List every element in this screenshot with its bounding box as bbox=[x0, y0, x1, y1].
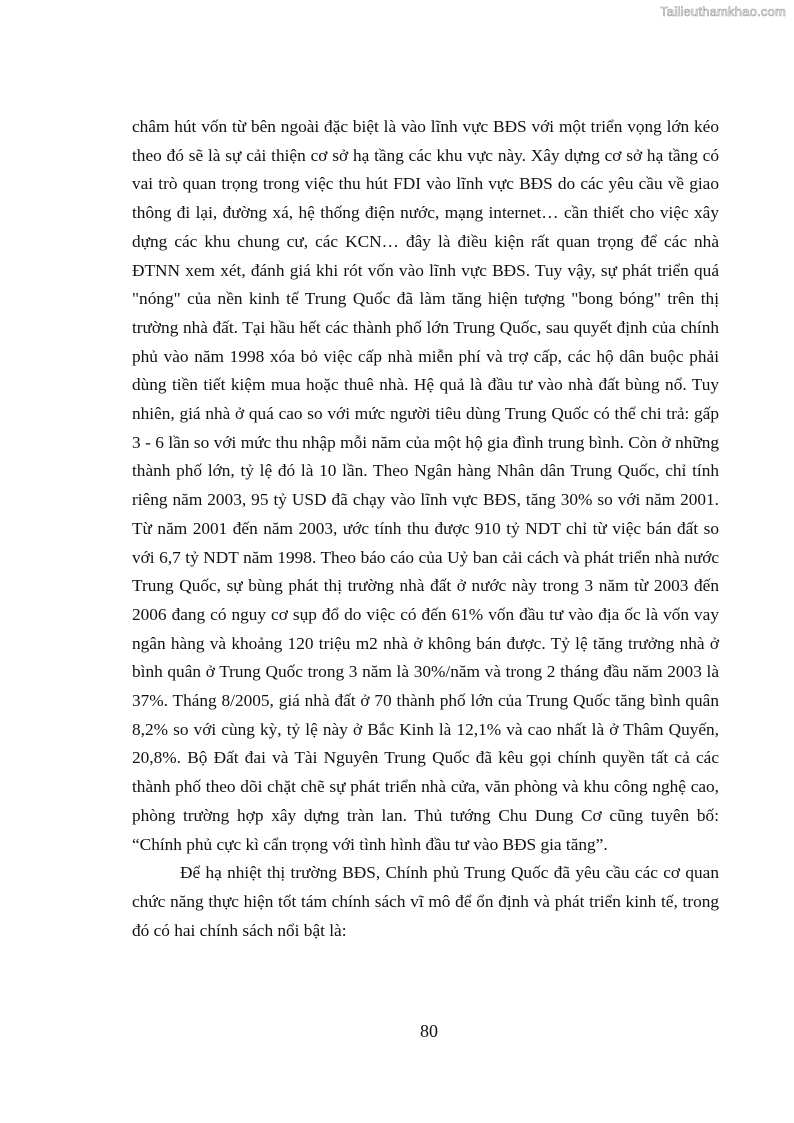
page-number: 80 bbox=[420, 1021, 438, 1041]
paragraph-2: Để hạ nhiệt thị trường BĐS, Chính phủ Trung Quốc đã yêu cầu các cơ quan chức năng thực hiện tốt tám chính sách vĩ mô để ổn định và phát triển kinh tế, trong đó có hai chính sách nổi bật là: bbox=[132, 863, 719, 940]
document-body bbox=[132, 113, 719, 945]
paragraph-1: châm hút vốn từ bên ngoài đặc biệt là vào lĩnh vực BĐS với một triển vọng lớn kéo theo đó sẽ là sự cải thiện cơ sở hạ tầng các khu vực này. Xây dựng cơ sở hạ tầng có vai trò quan trọng trong việc thu hút FDI vào lĩnh vực BĐS do các yêu cầu về giao thông đi lại, đường xá, hệ thống điện nước, mạng internet… cần thiết cho việc xây dựng các khu chung cư, các KCN… đây là điều kiện rất quan trọng để các nhà ĐTNN xem xét, đánh giá khi rót vốn vào lĩnh vực BĐS. Tuy vậy, sự phát triển quá "nóng" của nền kinh tế Trung Quốc đã làm tăng hiện tượng "bong bóng" trên thị trường nhà đất. Tại hầu hết các thành phố lớn Trung Quốc, sau quyết định của chính phủ vào năm 1998 xóa bỏ việc cấp nhà miễn phí và trợ cấp, các hộ dân buộc phải dùng tiền tiết kiệm mua hoặc thuê nhà. Hệ quả là đầu tư vào nhà đất bùng nổ. Tuy nhiên, giá nhà ở quá cao so với mức người tiêu dùng Trung Quốc có thể chi trả: gấp 3 - 6 lần so với mức thu nhập mỗi năm của một hộ gia đình trung bình. Còn ở những thành phố lớn, tỷ lệ đó là 10 lần. Theo Ngân hàng Nhân dân Trung Quốc, chỉ tính riêng năm 2003, 95 tỷ USD đã chạy vào lĩnh vực BĐS, tăng 30% so với năm 2001. Từ năm 2001 đến năm 2003, ước tính thu được 910 tỷ NDT chỉ từ việc bán đất so với 6,7 tỷ NDT năm 1998. Theo báo cáo của Uỷ ban cải cách và phát triển nhà nước Trung Quốc, sự bùng phát thị trường nhà đất ở nước này trong 3 năm từ 2003 đến 2006 đang có nguy cơ sụp đổ do việc có đến 61% vốn đầu tư vào địa ốc là vốn vay ngân hàng và khoảng 120 triệu m2 nhà ở không bán được. Tỷ lệ tăng trưởng nhà ở bình quân ở Trung Quốc trong 3 năm là 30%/năm và trong 2 tháng đầu năm 2003 là 37%. Tháng 8/2005, giá nhà đất ở 70 thành phố lớn của Trung Quốc tăng bình quân 8,2% so với cùng kỳ, tỷ lệ này ở Bắc Kinh là 12,1% và cao nhất là ở Thâm Quyến, 20,8%. Bộ Đất đai và Tài Nguyên Trung Quốc đã kêu gọi chính quyền tất cả các thành phố theo dõi chặt chẽ sự phát triển nhà cửa, văn phòng và khu công nghệ cao, phòng trường hợp xây dựng tràn lan. Thủ tướng Chu Dung Cơ cũng tuyên bố: “Chính phủ cực kì cẩn trọng với tình hình đầu tư vào BĐS gia tăng”. bbox=[132, 117, 719, 854]
watermark-text: Tailieuthamkhao.com bbox=[660, 4, 786, 19]
